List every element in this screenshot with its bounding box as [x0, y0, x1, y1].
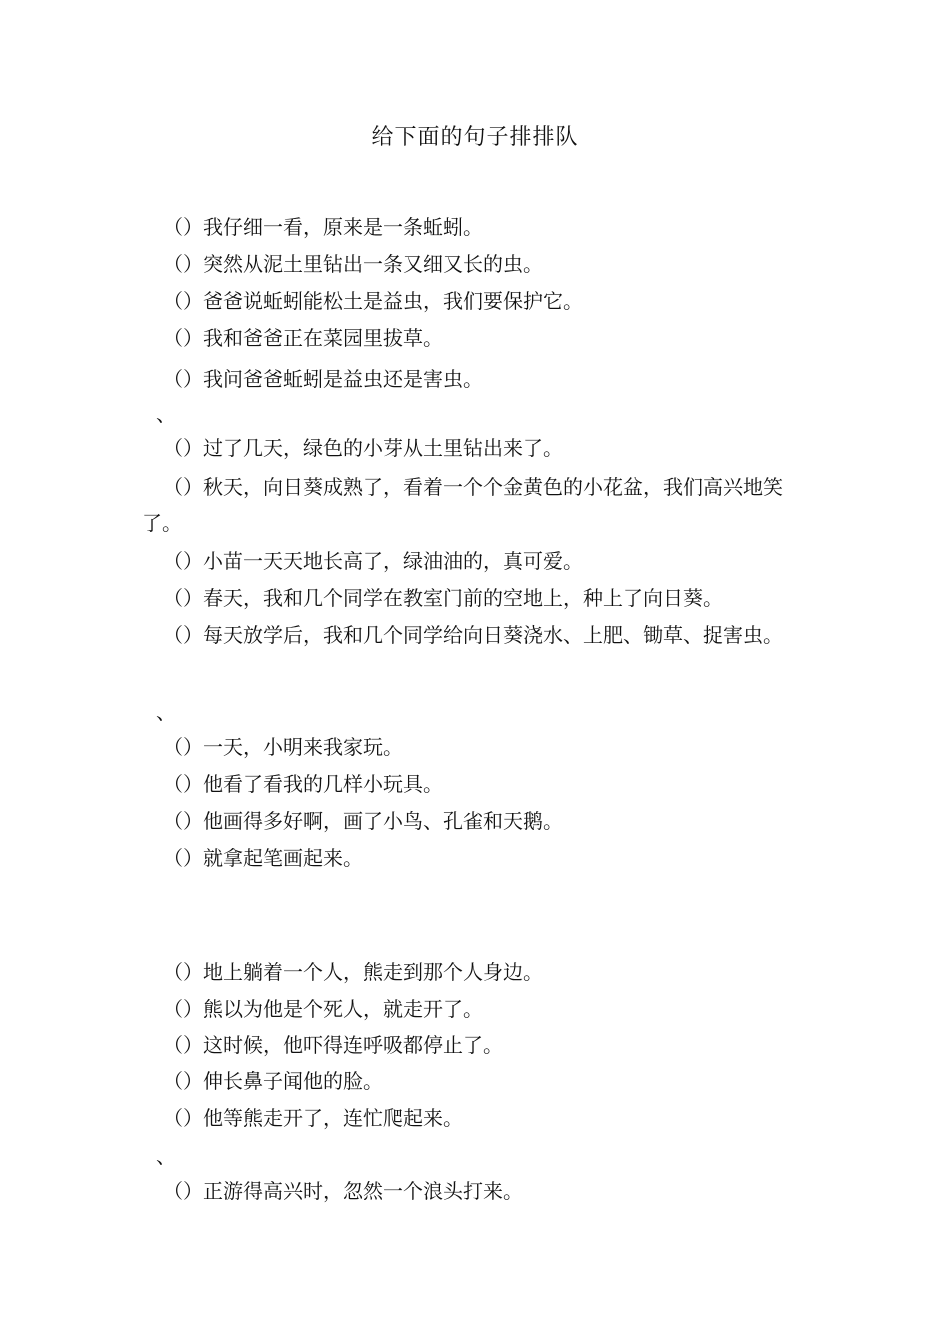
sentence-item: （）小苗一天天地长高了，绿油油的，真可爱。 [163, 549, 583, 573]
sentence-item: （）伸长鼻子闻他的脸。 [163, 1069, 383, 1093]
sentence-item: （）突然从泥土里钻出一条又细又长的虫。 [163, 252, 543, 276]
sentence-item: （）就拿起笔画起来。 [163, 846, 363, 870]
sentence-item: （）春天，我和几个同学在教室门前的空地上，种上了向日葵。 [163, 586, 723, 610]
sentence-item: （）他看了看我的几样小玩具。 [163, 772, 443, 796]
separator-mark: 、 [156, 402, 176, 426]
sentence-item: （）我和爸爸正在菜园里拔草。 [163, 326, 443, 350]
sentence-item: （）爸爸说蚯蚓能松土是益虫，我们要保护它。 [163, 289, 583, 313]
sentence-item: （）我问爸爸蚯蚓是益虫还是害虫。 [163, 367, 483, 391]
separator-mark: 、 [156, 1144, 176, 1168]
sentence-item: （）这时候，他吓得连呼吸都停止了。 [163, 1033, 503, 1057]
sentence-item: （）过了几天，绿色的小芽从土里钻出来了。 [163, 436, 563, 460]
sentence-item: （）他画得多好啊，画了小鸟、孔雀和天鹅。 [163, 809, 563, 833]
sentence-item: （）秋天，向日葵成熟了，看着一个个金黄色的小花盆，我们高兴地笑了。 [142, 475, 783, 535]
sentence-item: （）熊以为他是个死人，就走开了。 [163, 997, 483, 1021]
separator-mark: 、 [156, 700, 176, 724]
sentence-item: （）每天放学后，我和几个同学给向日葵浇水、上肥、锄草、捉害虫。 [163, 623, 783, 647]
sentence-item: （）一天，小明来我家玩。 [163, 735, 403, 759]
sentence-item: （）地上躺着一个人，熊走到那个人身边。 [163, 960, 543, 984]
sentence-item: （）我仔细一看，原来是一条蚯蚓。 [163, 215, 483, 239]
sentence-item: （）他等熊走开了，连忙爬起来。 [163, 1106, 463, 1130]
page-title: 给下面的句子排排队 [371, 125, 579, 150]
sentence-item: （）正游得高兴时，忽然一个浪头打来。 [163, 1179, 523, 1203]
